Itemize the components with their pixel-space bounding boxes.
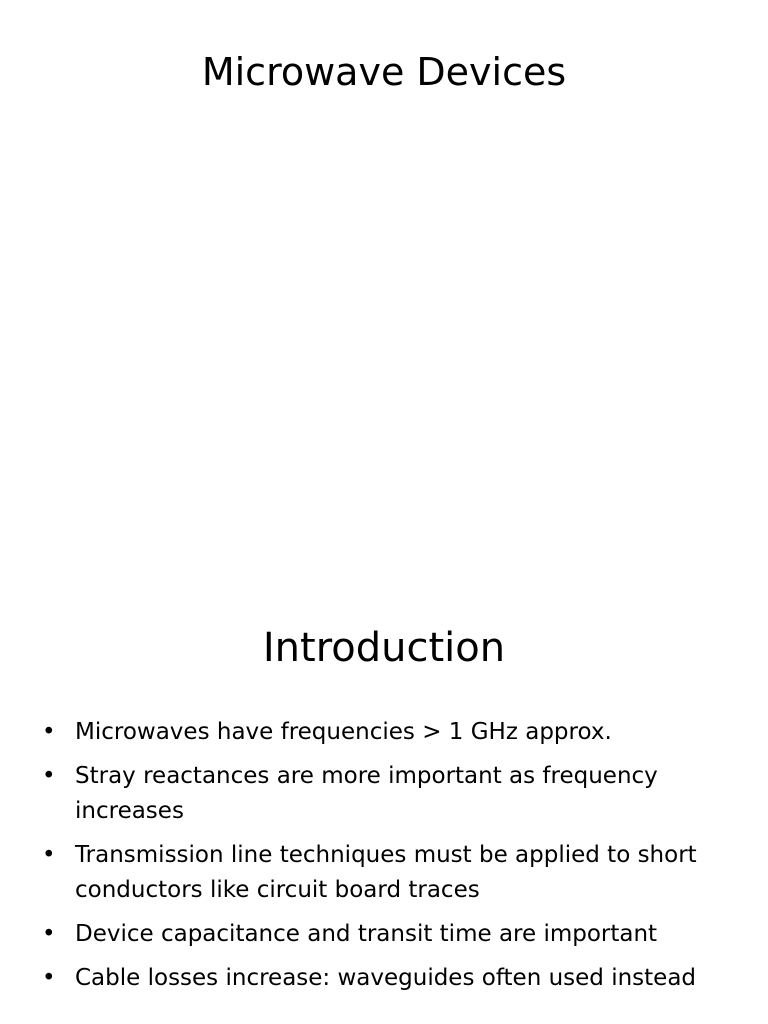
bullet-item (0, 961, 768, 996)
bullet-item (0, 917, 768, 952)
bullet-icon: • (42, 763, 56, 789)
slide-title: Microwave Devices (201, 50, 567, 94)
slide-heading: Introduction (262, 625, 506, 671)
bullet-icon: • (42, 842, 56, 868)
bullet-text: Cable losses increase: waveguides often used instead (75, 965, 697, 991)
bullet-item (0, 759, 768, 829)
bullet-text: Device capacitance and transit time are important (75, 921, 658, 947)
bullet-icon: • (42, 965, 56, 991)
bullet-icon: • (42, 921, 56, 947)
bullet-icon: • (42, 719, 56, 745)
bullet-item (0, 838, 768, 908)
bullet-text: Microwaves have frequencies > 1 GHz approx. (75, 719, 612, 745)
bullet-list (0, 715, 768, 1005)
bullet-text: Transmission line techniques must be applied to short conductors like circuit board traces (75, 842, 697, 903)
bullet-item (0, 715, 768, 750)
bullet-text: Stray reactances are more important as frequency increases (75, 763, 658, 824)
introduction-slide (0, 576, 768, 1024)
